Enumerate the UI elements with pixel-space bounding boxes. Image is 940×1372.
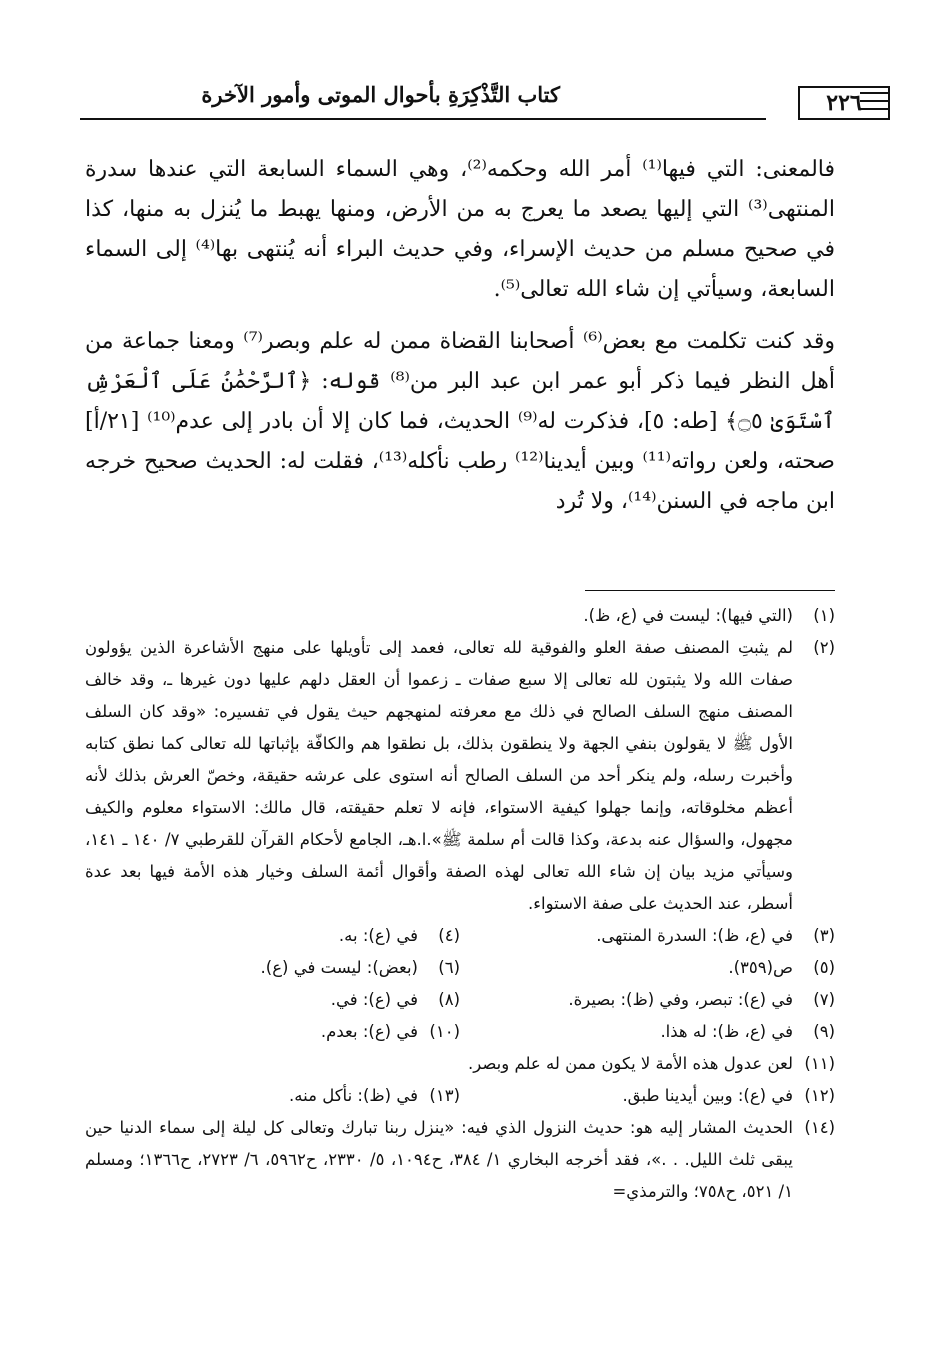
footnote-number: (١): [813, 606, 835, 625]
footnote-2: [85, 632, 835, 920]
footnote-6: [85, 952, 460, 984]
footnote-text: (بعض): ليست في (ع).: [260, 958, 418, 977]
footnote-number: (٦): [438, 958, 460, 977]
footnote-8: [85, 984, 460, 1016]
footnote-7: [460, 984, 835, 1016]
footnote-text: في (ع، ظ): السدرة المنتهى.: [596, 926, 793, 945]
footnote-14: [85, 1112, 835, 1208]
footnote-row: [85, 920, 835, 952]
paragraph-2: وقد كنت تكلمت مع بعض⁽⁶⁾ أصحابنا القضاة ممن له علم وبصر⁽⁷⁾ ومعنا جماعة من أهل النظر فيما ذكر أبو عمر ابن عبد البر من⁽⁸⁾ قوله: ﴿ٱلرَّحْمَٰنُ عَلَى ٱلْعَرْشِ ٱسْتَوَىٰ ۝٥﴾ [طه: ٥]، فذكرت له⁽⁹⁾ الحديث، فما كان إلا أن بادر إلى عدم⁽¹⁰⁾ [٢١/أ] صحته، ولعن رواته⁽¹¹⁾ وبين أيدينا⁽¹²⁾ رطب نأكله⁽¹³⁾، فقلت له: الحديث صحيح خرجه ابن ماجه في السنن⁽¹⁴⁾، ولا تُرد: [85, 329, 835, 514]
main-text: [85, 150, 835, 534]
footnote-number: (٢): [813, 638, 835, 657]
footnote-10: [85, 1016, 460, 1048]
footnote-number: (١٠): [429, 1022, 460, 1041]
page-number: ٢٢٦: [798, 86, 890, 120]
footnote-number: (٣): [813, 926, 835, 945]
footnote-text: في (ع): بعدم.: [320, 1022, 418, 1041]
footnote-12: [460, 1080, 835, 1112]
footnote-text: في (ع، ظ): له هذا.: [660, 1022, 793, 1041]
footnote-1: [85, 600, 835, 632]
footnote-9: [460, 1016, 835, 1048]
footnote-number: (٧): [813, 990, 835, 1009]
footnotes: [85, 600, 835, 1208]
footnote-text: الحديث المشار إليه هو: حديث النزول الذي فيه: «ينزل ربنا تبارك وتعالى كل ليلة إلى سماء الدنيا حين يبقى ثلث الليل. . .»، فقد أخرجه البخاري ١/ ٣٨٤، ح١٠٩٤، ٥/ ٢٣٣٠، ح٥٩٦٢، ٦/ ٢٧٢٣، ح١٣٦٦؛ ومسلم ١/ ٥٢١، ح٧٥٨؛ والترمذي=: [85, 1118, 793, 1201]
book-title: كتاب التَّذْكِرَةِ بأحوال الموتى وأمور الآخرة: [201, 82, 560, 107]
paragraph-1: فالمعنى: التي فيها⁽¹⁾ أمر الله وحكمه⁽²⁾، وهي السماء السابعة التي عندها سدرة المنتهى⁽³⁾ التي إليها يصعد ما يعرج به من الأرض، ومنها يهبط ما يُنزل به منها، كذا في صحيح مسلم من حديث الإسراء، وفي حديث البراء أنه يُنتهى بها⁽⁴⁾ إلى السماء السابعة، وسيأتي إن شاء الله تعالى⁽⁵⁾.: [85, 157, 835, 302]
footnote-number: (١٣): [429, 1086, 460, 1105]
footnote-number: (٥): [813, 958, 835, 977]
footnote-text: في (ع): وبين أيدينا طبق.: [622, 1086, 793, 1105]
footnote-4: [85, 920, 460, 952]
footnote-row: [85, 1080, 835, 1112]
footnote-number: (٤): [438, 926, 460, 945]
footnote-number: (١١): [804, 1054, 835, 1073]
footnote-number: (٩): [813, 1022, 835, 1041]
footnote-text: في (ع): في.: [330, 990, 418, 1009]
footnote-text: ص(٣٥٩).: [728, 958, 793, 977]
footnote-text: في (ع): تبصر، وفي (ظ): بصيرة.: [568, 990, 793, 1009]
footnote-number: (٨): [438, 990, 460, 1009]
header-rule: [80, 118, 766, 120]
footnote-number: (١٤): [804, 1118, 835, 1137]
footnote-5: [460, 952, 835, 984]
footnote-row: [85, 952, 835, 984]
footnote-text: لم يثبتِ المصنف صفة العلو والفوقية لله تعالى، فعمد إلى تأويلها على منهج الأشاعرة الذين يؤولون صفات الله ولا يثبتون لله تعالى إلا سبع صفات ـ زعموا أن العقل دلهم عليها دون غيرها ـ، وقد خالف المصنف منهج السلف الصالح في ذلك مع معرفته لمنهجهم حيث يقول في تفسيره: «وقد كان السلف الأول ﷺ لا يقولون بنفي الجهة ولا ينطقون بذلك، بل نطقوا هم والكافّة بإثباتها لله تعالى كما نطق كتابه وأخبرت رسله، ولم ينكر أحد من السلف الصالح أنه استوى على عرشه حقيقة، وخصّ العرش بذلك لأنه أعظم مخلوقاته، وإنما جهلوا كيفية الاستواء، فإنه لا تعلم حقيقته، قال مالك: الاستواء معلوم والكيف مجهول، والسؤال عنه بدعة، وكذا قالت أم سلمة ﷺ».ا.هـ، الجامع لأحكام القرآن للقرطبي ٧/ ١٤٠ ـ ١٤١، وسيأتي مزيد بيان إن شاء الله تعالى لهذه الصفة وأقوال أئمة السلف وخيار هذه الأمة فيها بعد عدة أسطر، عند الحديث على صفة الاستواء.: [85, 638, 794, 913]
footnote-number: (١٢): [804, 1086, 835, 1105]
footnote-text: في (ع): به.: [338, 926, 418, 945]
footnote-11: [85, 1048, 835, 1080]
page-header: [80, 62, 860, 130]
footnote-text: لعن عدول هذه الأمة لا يكون ممن له علم وبصر.: [468, 1054, 793, 1073]
footnote-3: [460, 920, 835, 952]
footnote-separator: [585, 590, 835, 591]
footnote-13: [85, 1080, 460, 1112]
footnote-row: [85, 984, 835, 1016]
footnote-text: في (ظ): نأكل منه.: [289, 1086, 418, 1105]
footnote-row: [85, 1016, 835, 1048]
footnote-text: (التي فيها): ليست في (ع، ظ).: [583, 606, 793, 625]
